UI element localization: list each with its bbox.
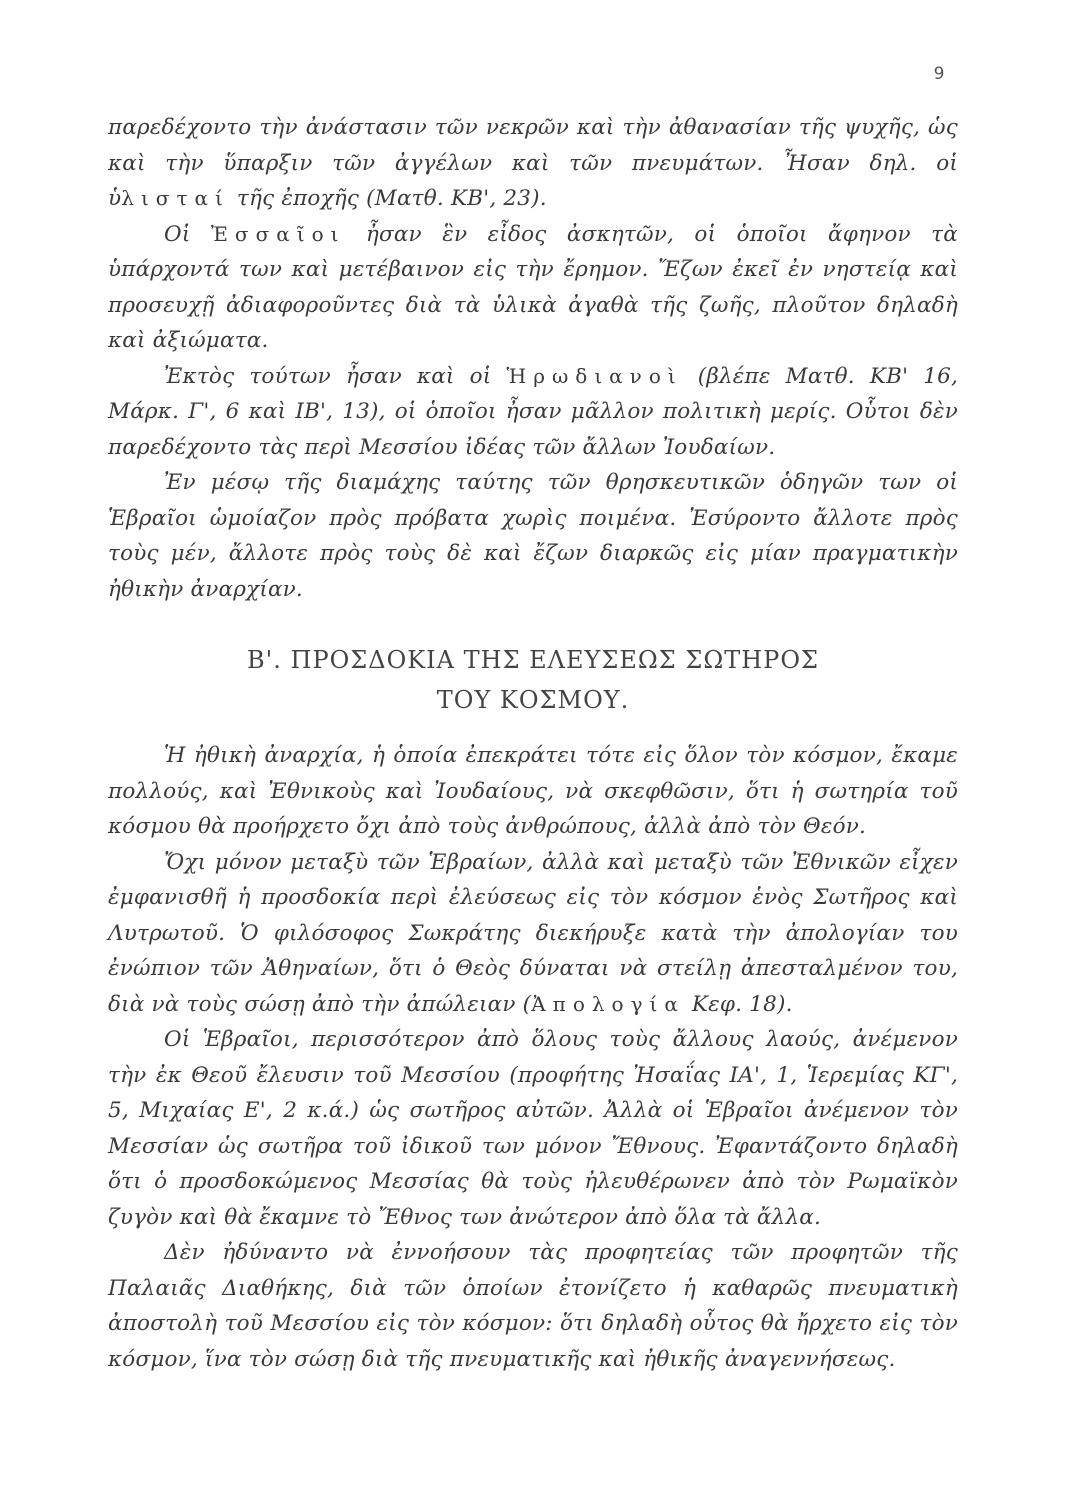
paragraph-moral-anarchy: Ἡ ἠθικὴ ἀναρχία, ἡ ὁποία ἐπεκράτει τότε εἰς ὅλον τὸν κόσμον, ἔκαμε πολλούς, καὶ Ἐθνικοὺς καὶ Ἰουδαίους, νὰ σκεφθῶσιν, ὅτι ἡ σωτηρία τοῦ κόσμου θὰ προήρχετο ὄχι ἀπὸ τοὺς ἀνθρώπους, ἀλλὰ ἀπὸ τὸν Θεόν. [108,743,958,839]
paragraph-socrates [108,845,958,1023]
heading-line-1: Β'. ΠΡΟΣΔΟΚΙΑ ΤΗΣ ΕΛΕΥΣΕΩΣ ΣΩΤΗΡΟΣ [247,646,819,674]
section-2-text [108,738,958,1377]
paragraph-text: τῆς ἐποχῆς (Ματθ. ΚΒ', 23). [229,186,547,211]
paragraph-text: Ὄχι μόνον μεταξὺ τῶν Ἑβραίων, ἀλλὰ καὶ μεταξὺ τῶν Ἐθνικῶν εἶχεν ἐμφανισθῆ ἡ προσδοκία περὶ ἐλεύσεως εἰς τὸν κόσμον ἑνὸς Σωτῆρος καὶ Λυτρωτοῦ. Ὁ φιλόσοφος Σωκράτης διεκήρυξε κατὰ τὴν ἀπολογίαν του ἐνώπιον τῶν Ἀθηναίων, ὅτι ὁ Θεὸς δύναται νὰ στείλῃ ἀπεσταλμένον του, διὰ νὰ τοὺς σώσῃ ἀπὸ τὴν ἀπώλειαν ( [108,849,958,1017]
spaced-term-herodianoi: Ἡρωδιανοὶ [506,363,683,388]
spaced-term-essaioi: Ἐσσαῖοι [210,221,346,246]
heading-line-2: ΤΟΥ ΚΟΣΜΟΥ. [436,686,630,714]
paragraph-essenes [108,217,958,359]
paragraph-text: Οἱ [164,221,211,247]
paragraph-hebrews-messiah: Οἱ Ἑβραῖοι, περισσότερον ἀπὸ ὅλους τοὺς ἄλλους λαούς, ἀνέμενον τὴν ἐκ Θεοῦ ἔλευσιν τοῦ Μεσσίου (προφήτης Ἠσαΐας ΙΑ', 1, Ἱερεμίας ΚΓ', 5, Μιχαίας Ε', 2 κ.ά.) ὡς σωτῆρος αὐτῶν. Ἀλλὰ οἱ Ἑβραῖοι ἀνέμενον τὸν Μεσσίαν ὡς σωτῆρα τοῦ ἰδικοῦ των μόνον Ἔθνους. Ἐφαντάζοντο δηλαδὴ ὅτι ὁ προσδοκώμενος Μεσσίας θὰ τοὺς ἠλευθέρωνεν ἀπὸ τὸν Ρωμαϊκὸν ζυγὸν καὶ θὰ ἔκαμνε τὸ Ἔθνος των ἀνώτερον ἀπὸ ὅλα τὰ ἄλλα. [108,1027,958,1230]
paragraph-text: Ἐκτὸς τούτων ἦσαν καὶ οἱ [164,363,507,389]
spaced-term-apologia: Ἀπολογία [531,991,685,1016]
paragraph-text: ἦσαν ἓν εἶδος ἀσκητῶν, οἱ ὁποῖοι ἄφηνον τὰ ὑπάρχοντά των καὶ μετέβαινον εἰς τὴν ἔρημον. Ἔζων ἐκεῖ ἐν νηστείᾳ καὶ προσευχῇ ἀδιαφοροῦντες διὰ τὰ ὑλικὰ ἀγαθὰ τῆς ζωῆς, πλοῦτον δηλαδὴ καὶ ἀξιώματα. [108,221,958,353]
paragraph-prophecies: Δὲν ἠδύναντο νὰ ἐννοήσουν τὰς προφητείας τῶν προφητῶν τῆς Παλαιᾶς Διαθήκης, διὰ τῶν ὁποίων ἐτονίζετο ἡ καθαρῶς πνευματικὴ ἀποστολὴ τοῦ Μεσσίου εἰς τὸν κόσμον: ὅτι δηλαδὴ οὗτος θὰ ἤρχετο εἰς τὸν κόσμον, ἵνα τὸν σώσῃ διὰ τῆς πνευματικῆς καὶ ἠθικῆς ἀναγεννήσεως. [108,1240,958,1372]
section-heading [108,640,958,720]
paragraph-sadducees [108,110,958,217]
paragraph-herodians [108,359,958,466]
paragraph-anarchy: Ἐν μέσῳ τῆς διαμάχης ταύτης τῶν θρησκευτικῶν ὁδηγῶν των οἱ Ἑβραῖοι ὡμοίαζον πρὸς πρόβατα χωρὶς ποιμένα. Ἐσύροντο ἄλλοτε πρὸς τοὺς μέν, ἄλλοτε πρὸς τοὺς δὲ καὶ ἔζων διαρκῶς εἰς μίαν πραγματικὴν ἠθικὴν ἀναρχίαν. [108,470,958,602]
paragraph-text: παρεδέχοντο τὴν ἀνάστασιν τῶν νεκρῶν καὶ τὴν ἀθανασίαν τῆς ψυχῆς, ὡς καὶ τὴν ὕπαρξιν τῶν ἀγγέλων καὶ τῶν πνευμάτων. Ἦσαν δηλ. οἱ ὑ [108,115,958,211]
paragraph-text: (βλέπε Ματθ. ΚΒ' 16, Μάρκ. Γ', 6 καὶ ΙΒ', 13), οἱ ὁποῖοι ἦσαν μᾶλλον πολιτικὴ μερίς. Οὗτοι δὲν παρεδέχοντο τὰς περὶ Μεσσίου ἰδέας τῶν ἄλλων Ἰουδαίων. [108,363,958,460]
section-1-text [108,110,958,607]
page-number: 9 [933,64,945,84]
spaced-term-ylistai: λισταί [121,186,230,210]
paragraph-text: Κεφ. 18). [684,991,793,1017]
